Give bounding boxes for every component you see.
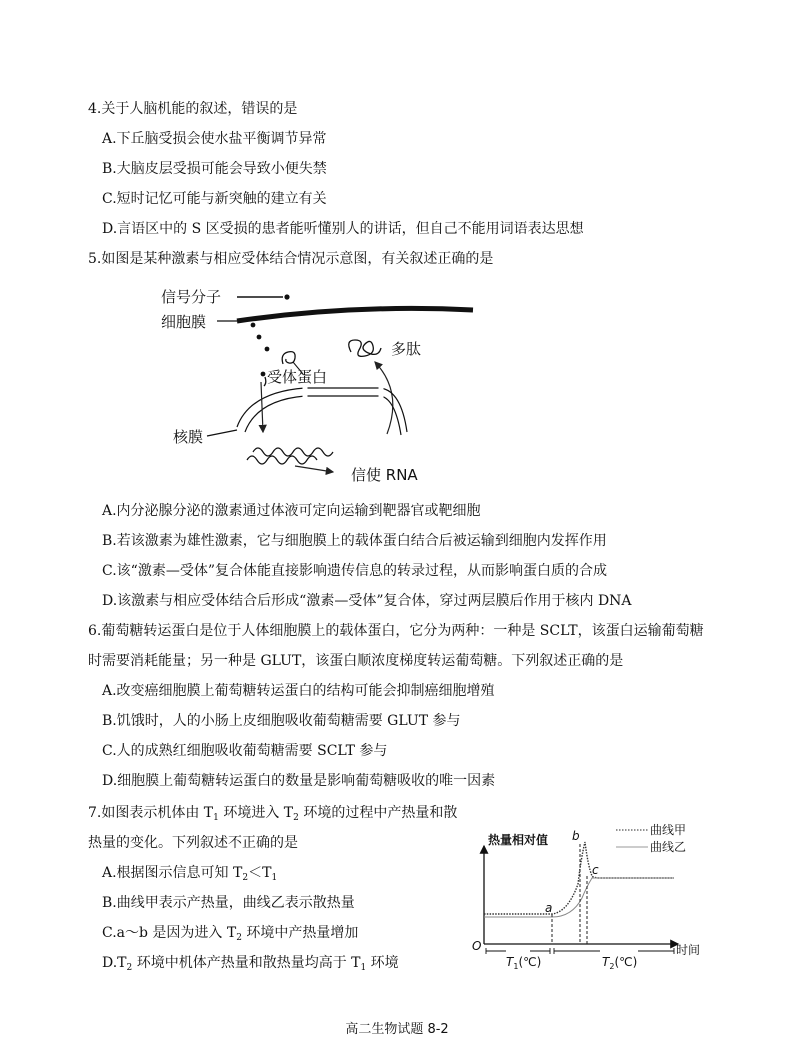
point-c-label: c — [592, 863, 599, 877]
q6-option-b: B.饥饿时，人的小肠上皮细胞吸收葡萄糖需要 GLUT 参与 — [102, 713, 461, 729]
q7-option-a — [102, 864, 277, 887]
hormone-receptor-figure — [155, 282, 505, 487]
signal-dot-3 — [265, 347, 270, 352]
q7-option-d-sub: 1 — [360, 963, 367, 973]
hormone-dot — [261, 372, 266, 377]
label-signal-molecule: 信号分子 — [161, 288, 222, 306]
curve-yi — [484, 878, 674, 917]
q7-option-c-sub: 2 — [236, 933, 242, 943]
dna-strand-1 — [253, 448, 333, 456]
t1-bracket — [486, 948, 550, 954]
q6-option-c: C.人的成熟红细胞吸收葡萄糖需要 SCLT 参与 — [102, 743, 388, 759]
q7-option-d-part: 环境 — [366, 955, 399, 971]
q7-option-d-part: 环境中机体产热量和散热量均高于 T — [132, 955, 361, 971]
q5-option-c: C.该“激素—受体”复合体能直接影响遗传信息的转录过程，从而影响蛋白质的合成 — [102, 563, 607, 579]
point-b-label: b — [572, 829, 580, 843]
q7-stem-line2: 热量的变化。下列叙述不正确的是 — [88, 835, 298, 851]
heat-graph — [468, 820, 710, 972]
q7-stem-line1 — [88, 804, 457, 827]
q7-stem-sub: 1 — [213, 813, 219, 823]
q5-stem: 5.如图是某种激素与相应受体结合情况示意图，有关叙述正确的是 — [88, 251, 494, 267]
q7-option-d-part: D.T — [102, 955, 127, 971]
q4-option-a: A.下丘脑受损会使水盐平衡调节异常 — [102, 131, 327, 147]
label-receptor-protein: 受体蛋白 — [267, 368, 328, 386]
q7-option-b: B.曲线甲表示产热量，曲线乙表示散热量 — [102, 895, 355, 911]
arrow-receptor-down — [261, 382, 263, 432]
t1-letter: T — [506, 955, 514, 969]
y-axis-label: 热量相对值 — [488, 833, 549, 847]
nuclear-pointer-line — [207, 430, 237, 436]
point-a-label: a — [545, 901, 553, 915]
t2-letter: T — [602, 955, 610, 969]
q6-option-d: D.细胞膜上葡萄糖转运蛋白的数量是影响葡萄糖吸收的唯一因素 — [102, 773, 496, 789]
dna-strand-2 — [247, 456, 317, 464]
legend-yi: 曲线乙 — [650, 840, 687, 854]
q7-option-d-sub: 2 — [126, 963, 133, 973]
t1-label — [506, 955, 541, 971]
q7-option-c-part: C.a～b 是因为进入 T — [102, 925, 237, 941]
q6-stem-line1: 6.葡萄糖转运蛋白是位于人体细胞膜上的载体蛋白，它分为两种：一种是 SCLT，该蛋白运输葡萄糖 — [88, 623, 704, 639]
q7-stem-sub: 2 — [293, 813, 299, 823]
x-axis-label: 时间 — [676, 943, 701, 957]
label-nuclear-membrane: 核膜 — [173, 428, 204, 446]
polypeptide-squiggle — [349, 340, 381, 356]
label-polypeptide: 多肽 — [391, 340, 422, 358]
t2-bracket — [554, 948, 674, 954]
q6-option-a: A.改变癌细胞膜上葡萄糖转运蛋白的结构可能会抑制癌细胞增殖 — [102, 683, 495, 699]
origin-label: O — [472, 939, 482, 953]
q6-stem-line2: 时需要消耗能量；另一种是 GLUT，该蛋白顺浓度梯度转运葡萄糖。下列叙述正确的是 — [88, 653, 624, 669]
q7-stem-part: 环境的过程中产热量和散 — [298, 805, 458, 821]
arrow-to-polypeptide — [375, 362, 393, 434]
t2-unit: (℃) — [614, 955, 638, 969]
nuclear-membrane-inner — [245, 396, 401, 435]
q7-option-a-sub: 2 — [242, 873, 249, 883]
t1-sub: 1 — [513, 962, 519, 971]
signal-dot-2 — [257, 335, 262, 340]
q7-option-a-sub: 1 — [271, 873, 278, 883]
page-footer: 高二生物试题 8-2 — [345, 1022, 449, 1037]
q7-option-c-part: 环境中产热量增加 — [241, 925, 359, 941]
q4-option-b: B.大脑皮层受损可能会导致小便失禁 — [102, 161, 327, 177]
receptor-hook — [264, 377, 266, 386]
q7-stem-part: 7.如图表示机体由 T — [88, 805, 214, 821]
q7-option-a-part: ＜T — [248, 865, 272, 881]
q7-option-d — [102, 954, 399, 977]
q7-option-c — [102, 924, 358, 947]
legend-jia: 曲线甲 — [650, 823, 687, 837]
q5-option-a: A.内分泌腺分泌的激素通过体液可定向运输到靶器官或靶细胞 — [102, 503, 481, 519]
arrow-to-mrna — [295, 466, 333, 472]
t2-sub: 2 — [609, 962, 615, 971]
cell-membrane-curve — [237, 308, 473, 321]
label-mrna: 信使 RNA — [351, 466, 418, 484]
q5-option-d: D.该激素与相应受体结合后形成“激素—受体”复合体，穿过两层膜后作用于核内 DNA — [102, 593, 632, 609]
q4-stem: 4.关于人脑机能的叙述，错误的是 — [88, 101, 298, 117]
q5-option-b: B.若该激素为雄性激素，它与细胞膜上的载体蛋白结合后被运输到细胞内发挥作用 — [102, 533, 607, 549]
q7-option-a-part: A.根据图示信息可知 T — [102, 865, 243, 881]
signal-dot-1 — [251, 323, 256, 328]
t1-unit: (℃) — [518, 955, 542, 969]
t2-label — [602, 955, 637, 971]
q4-option-c: C.短时记忆可能与新突触的建立有关 — [102, 191, 327, 207]
signal-molecule-dot — [284, 294, 289, 299]
q4-option-d: D.言语区中的 S 区受损的患者能听懂别人的讲话，但自己不能用词语表达思想 — [102, 221, 584, 237]
q7-stem-part: 环境进入 T — [218, 805, 294, 821]
label-cell-membrane: 细胞膜 — [161, 313, 207, 331]
